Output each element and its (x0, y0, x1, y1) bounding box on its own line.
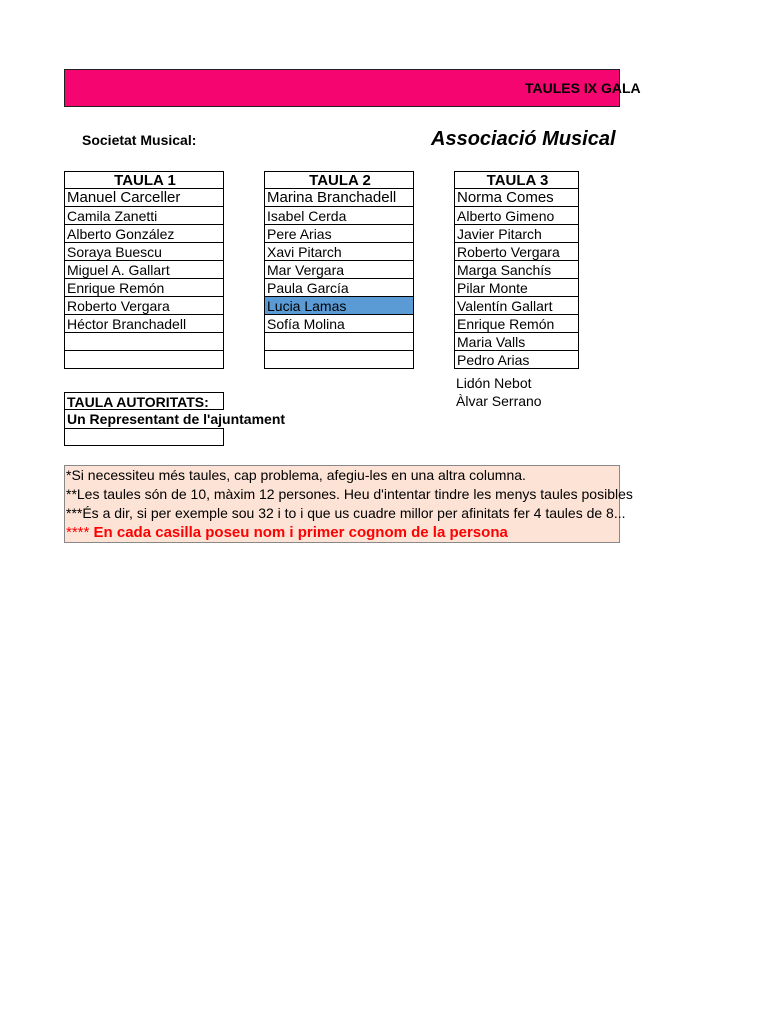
societat-value[interactable]: Associació Musical (431, 128, 616, 150)
table-cell[interactable]: Mar Vergara (264, 261, 414, 279)
table-cell[interactable]: Pedro Arias (454, 351, 579, 369)
taula-3-header: TAULA 3 (454, 171, 579, 189)
table-cell[interactable]: Héctor Branchadell (64, 315, 224, 333)
autoritats-header: TAULA AUTORITATS: (64, 392, 224, 410)
note-alert-text: En cada casilla poseu nom i primer cognom de la persona (93, 524, 508, 541)
societat-label: Societat Musical: (82, 132, 197, 148)
table-cell[interactable]: Xavi Pitarch (264, 243, 414, 261)
table-cell[interactable]: Roberto Vergara (64, 297, 224, 315)
table-cell[interactable]: Marga Sanchís (454, 261, 579, 279)
note-line: *Si necessiteu més taules, cap problema, afegiu-les en una altra columna. (66, 467, 526, 483)
taula-2-header: TAULA 2 (264, 171, 414, 189)
table-cell[interactable]: Camila Zanetti (64, 207, 224, 225)
table-cell[interactable] (64, 351, 224, 369)
note-alert-prefix: **** (66, 524, 90, 541)
table-cell[interactable]: Maria Valls (454, 333, 579, 351)
table-cell[interactable]: Manuel Carceller (64, 189, 224, 207)
table-cell[interactable]: Miguel A. Gallart (64, 261, 224, 279)
note-line: **Les taules són de 10, màxim 12 persones. Heu d'intentar tindre les menys taules posibles (66, 486, 633, 502)
taula-autoritats (64, 392, 304, 446)
taula-2 (264, 171, 414, 369)
table-cell[interactable]: Pere Arias (264, 225, 414, 243)
table-cell[interactable]: Enrique Remón (454, 315, 579, 333)
table-cell[interactable]: Alberto Gimeno (454, 207, 579, 225)
title-banner (64, 69, 641, 107)
table-cell[interactable] (64, 333, 224, 351)
table-cell[interactable]: Marina Branchadell (264, 189, 414, 207)
table-cell[interactable]: Pilar Monte (454, 279, 579, 297)
table-cell[interactable] (264, 333, 414, 351)
table-cell[interactable]: Roberto Vergara (454, 243, 579, 261)
table-cell[interactable]: Paula García (264, 279, 414, 297)
table-cell[interactable]: Un Representant de l'ajuntament (64, 410, 304, 428)
table-cell[interactable]: Soraya Buescu (64, 243, 224, 261)
banner-title: TAULES IX GALA (525, 80, 641, 96)
taula-3 (454, 171, 579, 369)
note-alert (65, 523, 619, 542)
table-cell[interactable]: Alberto González (64, 225, 224, 243)
table-cell[interactable]: Norma Comes (454, 189, 579, 207)
table-cell[interactable] (264, 351, 414, 369)
taula-1-header: TAULA 1 (64, 171, 224, 189)
table-cell[interactable]: Enrique Remón (64, 279, 224, 297)
table-cell[interactable]: Lidón Nebot (456, 375, 532, 391)
table-cell[interactable]: Javier Pitarch (454, 225, 579, 243)
table-cell[interactable]: Sofía Molina (264, 315, 414, 333)
selected-cell[interactable]: Lucia Lamas (264, 297, 414, 315)
taula-1 (64, 171, 224, 369)
taula-3-extra (454, 374, 604, 410)
table-cell[interactable]: Valentín Gallart (454, 297, 579, 315)
note-line: ***És a dir, si per exemple sou 32 i to i que us cuadre millor per afinitats fer 4 taules de 8... (66, 505, 626, 521)
table-cell[interactable] (64, 428, 224, 446)
notes-box (64, 465, 633, 543)
table-cell[interactable]: Àlvar Serrano (456, 393, 542, 409)
table-cell[interactable]: Isabel Cerda (264, 207, 414, 225)
